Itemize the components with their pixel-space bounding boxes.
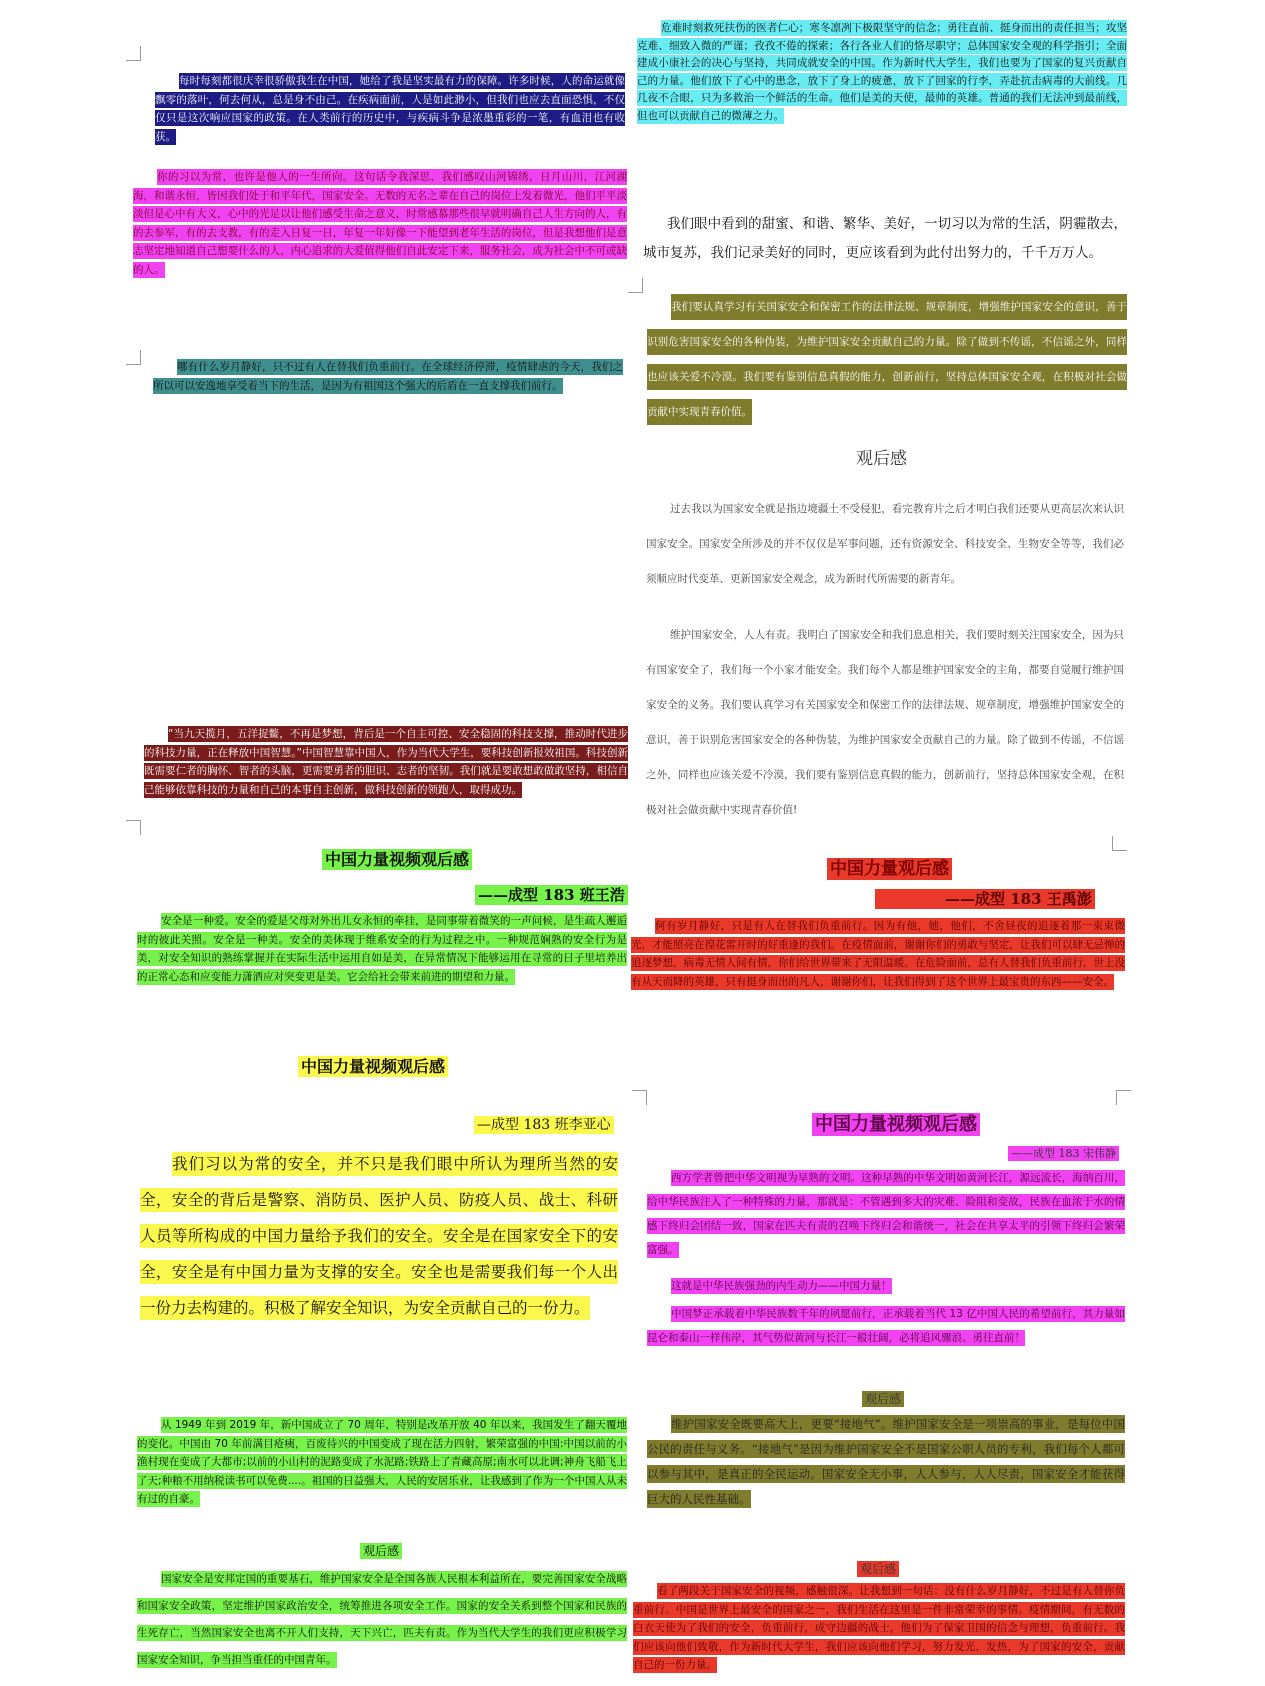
highlighted-text: 何有岁月静好，只是有人在替我们负重前行。因为有他，她，他们，不舍昼夜的追逐着那一束束微光，才能照亮在徨花雷开时的好重逢的我们。在疫情面前，谢谢你们的勇敢与坚定，让我们可以肆无忌惮的追逐梦想，病毒无情人间有情，你们给世界带来了无限温暖。在危险面前，总有人替我们负重前行，世上没有从天而降的英雄，只有挺身而出的凡人，谢谢你们，让我们得到了这个世界上最宝贵的东西——安全。 <box>631 920 1125 988</box>
text-block-green <box>137 1416 627 1510</box>
highlighted-text: 西方学者曾把中华文明视为早熟的文明。这种早熟的中华文明如黄河长江，源远流长，海纳百川，给中华民族注入了一种特殊的力量，那就是：不管遇到多大的灾难、险阻和变故，民族在血浓于水的情感下终归会团结一致，国家在匹夫有责的召唤下终归会和谐统一，社会在共享太平的引领下终归会繁荣富强。 <box>647 1172 1125 1256</box>
page-corner-mark <box>126 46 141 61</box>
highlighted-text: 中国梦正承载着中华民族数千年的夙愿前行，正承载着当代 13 亿中国人民的希望前行，其力量如昆仑和泰山一样伟岸，其气势似黄河与长江一般壮阔，必将追风骤浪、勇往直前！ <box>647 1308 1125 1344</box>
page-corner-mark <box>1112 836 1127 851</box>
essay-author: ——成型 183 班王浩 <box>475 884 628 905</box>
essay-title: 观后感 <box>857 1560 899 1577</box>
text-block-plain: 我们眼中看到的甜蜜、和谐、繁华、美好，一切习以为常的生活，阴霾散去，城市复苏，我们记录美好的同时，更应该看到为此付出努力的，千千万万人。 <box>643 216 1127 261</box>
page-corner-mark <box>126 820 141 835</box>
text-block-magenta <box>133 168 627 278</box>
text-block-red <box>633 1582 1125 1678</box>
highlighted-text: 维护国家安全既要高大上，更要“接地气”。维护国家安全是一项崇高的事业，是每位中国公民的责任与义务。“接地气”是因为维护国家安全不是国家公职人员的专利，我们每个人都可以参与其中，是真正的全民运动。国家安全无小事，人人参与，人人尽责，国家安全才能获得巨大的人民性基础。 <box>647 1417 1125 1506</box>
highlighted-text: 每时每刻都很庆幸很骄傲我生在中国，她给了我是坚实最有力的保障。许多时候，人的命运就像飘零的落叶，何去何从，总是身不由己。在疾病面前，人是如此渺小，但我们也应去直面恐惧，不仅仅只是这次响应国家的政策。在人类前行的历史中，与疾病斗争是浓墨重彩的一笔，有血泪也有收获。 <box>155 75 625 143</box>
essay-title: 中国力量观后感 <box>827 854 952 879</box>
text-block-darkred <box>144 725 628 819</box>
text-block-cyan <box>637 20 1127 146</box>
essay-title: 观后感 <box>862 1390 904 1407</box>
essay-title: 中国力量视频观后感 <box>812 1110 980 1136</box>
highlighted-text: 我们习以为常的安全，并不只是我们眼中所认为理所当然的安全，安全的背后是警察、消防员、医护人员、防疫人员、战士、科研人员等所构成的中国力量给予我们的安全。安全是在国家安全下的安全，安全是有中国力量为支撑的安全。安全也是需要我们每一个人出一份力去构建的。积极了解安全知识，为安全贡献自己的一份力。 <box>140 1152 618 1320</box>
text-block-olive <box>647 1412 1125 1512</box>
highlighted-text: 从 1949 年到 2019 年，新中国成立了 70 周年，特别是改革开放 40 年以来，我国发生了翻天覆地的变化。中国由 70 年前满目疮痍，百废待兴的中国变成了现在活力四射，繁荣富强的中国:中国以前的小渔村现在变成了大都市;以前的小山村的泥路变成了水泥路;铁路上了青藏高原;南水可以北调;神舟飞船飞上了天;种粮不用纳税读书可以免费....。祖国的日益强大，人民的安居乐业，让我感到了作为一个中国人从未有过的自豪。 <box>137 1419 627 1505</box>
page-corner-mark <box>126 350 141 365</box>
text-block-magenta <box>647 1274 1125 1298</box>
text-block-magenta <box>647 1302 1125 1350</box>
highlighted-text: 看了两段关于国家安全的视频，感触很深。让我想到一句话：没有什么岁月静好，不过是有人替你负重前行。中国是世界上最安全的国家之一，我们生活在这里是一件非常荣幸的事情。疫情期间，有无数的白衣天使为了我们的安全，负重前行，成守边疆的战士，他们为了保家卫国的信念与理想，负重前行。我们应该向他们致敬，作为新时代大学生，我们应该向他们学习，努力发光、发热，为了国家的安全，贡献自己的一份力量。 <box>633 1585 1125 1671</box>
highlighted-text: 你的习以为常，也许是他人的一生所向。这句话令我深思，我们感叹山河锦绣，日月山川，江河湖海，和谐永恒，皆因我们处于和平年代，国家安全。无数的无名之辈在自己的岗位上发着微光，他们平平淡淡但是心中有大义，心中的光足以让他们感受生命之意义，时常感慕那些很早就明确自己人生方向的人，有的去参军，有的去支教，有的走入日复一日，年复一年好像一下能望到老年生活的岗位，但是我想他们是意志坚定地知道自己想要什么的人，内心追求的大爱值得他们自此安定下来，服务社会，成为社会中不可或缺的人。 <box>133 171 627 276</box>
highlighted-text: 我们要认真学习有关国家安全和保密工作的法律法规、规章制度，增强维护国家安全的意识，善于识别危害国家安全的各种伪装，为维护国家安全贡献自己的力量。除了做到不传谣，不信谣之外，同样也应该关爱不冷漠。我们要有鉴别信息真假的能力，创新前行，坚持总体国家安全观，在积极对社会做贡献中实现青春价值。 <box>647 294 1127 425</box>
text-block-green <box>137 1566 627 1676</box>
highlighted-text: “当九天揽月，五洋捉鳖，不再是梦想，背后是一个自主可控、安全稳固的科技支撑，推动时代进步的科技力量，正在释放中国智慧。”中国智慧靠中国人，作为当代大学生，要科技创新报效祖国。科技创新既需要仁者的胸怀、智者的头脑，更需要勇者的胆识、志者的坚韧。我们就是要敢想敢做敢坚持，相信自己能够依靠科技的力量和自己的本事自主创新，做科技创新的领跑人，取得成功。 <box>144 728 628 796</box>
text-block-red <box>631 917 1125 1011</box>
essay-author: ——成型 183 王禹澎 <box>875 888 1095 909</box>
text-block-plain: 过去我以为国家安全就是指边境疆土不受侵犯，看完教育片之后才明白我们还要从更高层次来认识国家安全。国家安全所涉及的并不仅仅是军事问题，还有资源安全、科技安全、生物安全等等，我们必须顺应时代变革、更新国家安全观念，成为新时代所需要的新青年。 <box>646 503 1124 585</box>
page-corner-mark <box>632 1090 647 1105</box>
highlighted-text: 安全是一种爱。安全的爱是父母对外出儿女永恒的牵挂，是同事带着微笑的一声问候，是生疏人邂逅时的彼此关照。安全是一种美。安全的美体现于维系安全的行为过程之中。一种规范娴熟的安全行为是美，对安全知识的熟练掌握并在实际生活中运用自如是美，在异常情况下能够运用在寻常的日子里培养出的正常心态和应变能力潇洒应对突变更是美。它会给社会带来前进的期望和力量。 <box>137 915 627 983</box>
essay-title: 观后感 <box>360 1542 402 1559</box>
page-corner-mark <box>1116 1090 1131 1105</box>
highlighted-text: 国家安全是安邦定国的重要基石，维护国家安全是全国各族人民根本利益所在，要完善国家安全战略和国家安全政策，坚定维护国家政治安全，统筹推进各项安全工作。国家的安全关系到整个国家和民族的生死存亡，当然国家安全也离不开人们支持，天下兴亡，匹夫有责。作为当代大学生的我们更应积极学习国家安全知识，争当担当重任的中国青年。 <box>137 1573 627 1666</box>
highlighted-text: 这就是中华民族强劲的内生动力——中国力量！ <box>671 1280 892 1292</box>
text-block-plain: 维护国家安全，人人有责。我明白了国家安全和我们息息相关，我们要时刻关注国家安全，因为只有国家安全了，我们每一个小家才能安全。我们每个人都是维护国家安全的主角，都要自觉履行维护国家安全的义务。我们要认真学习有关国家安全和保密工作的法律法规、规章制度，增强维护国家安全的意识，善于识别危害国家安全的各种伪装，为维护国家安全贡献自己的力量。除了做到不传谣，不信谣之外，同样也应该关爱不冷漠，我们要有鉴别信息真假的能力，创新前行，坚持总体国家安全观，在积极对社会做贡献中实现青春价值! <box>646 629 1124 816</box>
essay-title: 观后感 <box>856 449 907 469</box>
text-block-navy <box>155 72 625 154</box>
essay-title: 中国力量视频观后感 <box>298 1054 448 1077</box>
text-block-teal <box>153 358 623 416</box>
text-block-olive <box>647 290 1127 430</box>
text-block-magenta <box>647 1166 1125 1262</box>
highlighted-text: 危难时刻救死扶伤的医者仁心；寒冬凛冽下极限坚守的信念；勇往直前、挺身而出的责任担当；攻坚克难、细致入微的严谨；孜孜不倦的探索；各行各业人们的恪尽职守；总体国家安全观的科学指引；全面建成小康社会的决心与坚持，共同成就安全的中国。作为新时代大学生，我们也要为了国家的复兴贡献自己的力量。他们放下了心中的患念，放下了身上的疲惫，放下了回家的行李，弄赴抗击病毒的大前线。几几夜不合眼，只为多救治一个鲜活的生命。他们是美的天使，最帅的英雄。普通的我们无法冲到最前线，但也可以贡献自己的微薄之力。 <box>637 22 1127 122</box>
essay-title: 中国力量视频观后感 <box>322 847 472 870</box>
highlighted-text: 哪有什么岁月静好，只不过有人在替我们负重前行。在全球经济停滞，疫情肆虐的今天，我们之所以可以安逸地享受着当下的生活，是因为有祖国这个强大的后盾在一直支撑我们前行。 <box>153 361 623 392</box>
essay-author: ——成型 183 宋伟静 <box>1008 1145 1119 1161</box>
text-block-yellow <box>140 1146 618 1364</box>
page-corner-mark <box>628 278 643 293</box>
essay-author: —成型 183 班李亚心 <box>474 1114 614 1134</box>
text-block-green <box>137 912 627 1006</box>
